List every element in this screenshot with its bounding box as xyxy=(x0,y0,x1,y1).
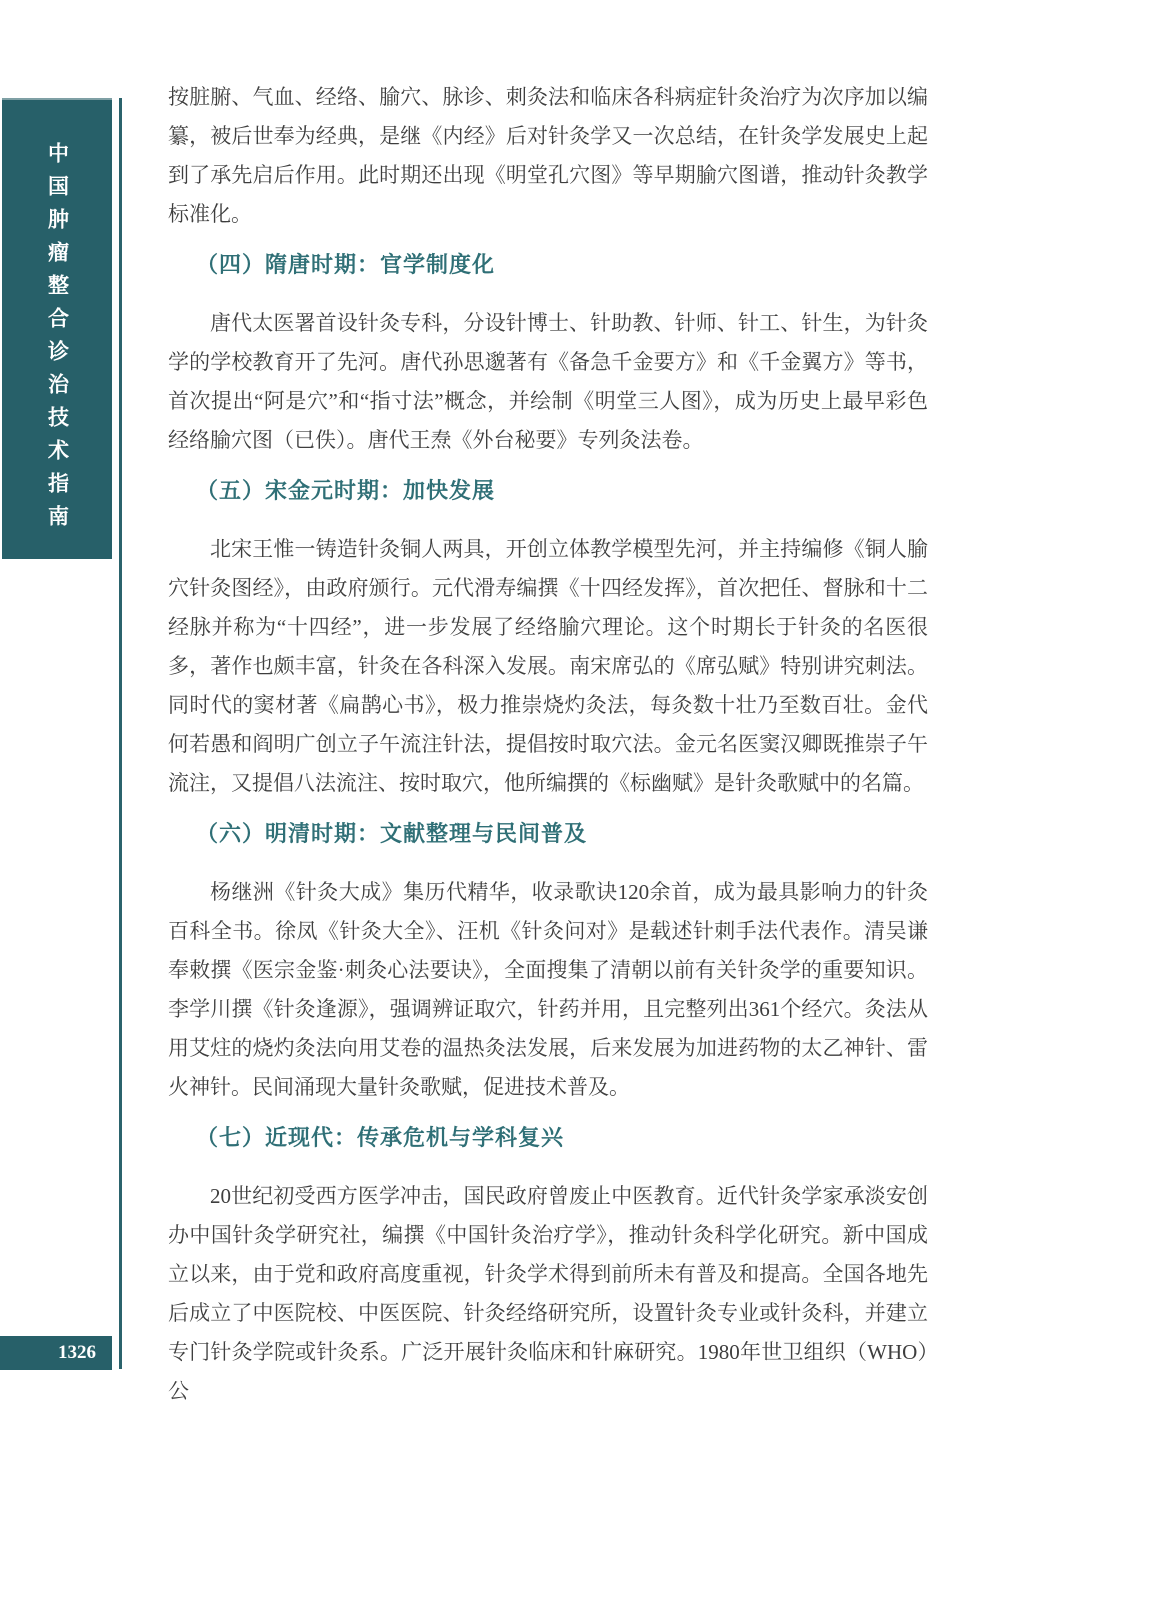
sidebar-divider-rule xyxy=(119,98,122,1369)
main-text-column xyxy=(168,78,928,1411)
section-paragraph-7: 20世纪初受西方医学冲击，国民政府曾废止中医教育。近代针灸学家承淡安创办中国针灸学研究社，编撰《中国针灸治疗学》，推动针灸科学化研究。新中国成立以来，由于党和政府高度重视，针灸学术得到前所未有普及和提高。全国各地先后成立了中医院校、中医医院、针灸经络研究所，设置针灸专业或针灸科，并建立专门针灸学院或针灸系。广泛开展针灸临床和针麻研究。1980年世卫组织（WHO）公 xyxy=(168,1184,928,1403)
book-title-vertical: 中国肿瘤整合诊治技术指南 xyxy=(45,142,69,538)
sidebar-title-box xyxy=(2,98,112,559)
section-heading-5: （五）宋金元时期：加快发展 xyxy=(196,478,496,503)
intro-paragraph: 按脏腑、气血、经络、腧穴、脉诊、刺灸法和临床各科病症针灸治疗为次序加以编纂，被后世奉为经典，是继《内经》后对针灸学又一次总结，在针灸学发展史上起到了承先启后作用。此时期还出现《明堂孔穴图》等早期腧穴图谱，推动针灸教学标准化。 xyxy=(168,85,928,226)
section-paragraph-6: 杨继洲《针灸大成》集历代精华，收录歌诀120余首，成为最具影响力的针灸百科全书。徐凤《针灸大全》、汪机《针灸问对》是载述针刺手法代表作。清吴谦奉敕撰《医宗金鉴·刺灸心法要诀》，全面搜集了清朝以前有关针灸学的重要知识。李学川撰《针灸逢源》，强调辨证取穴，针药并用，且完整列出361个经穴。灸法从用艾炷的烧灼灸法向用艾卷的温热灸法发展，后来发展为加进药物的太乙神针、雷火神针。民间涌现大量针灸歌赋，促进技术普及。 xyxy=(168,880,928,1099)
section-paragraph-5: 北宋王惟一铸造针灸铜人两具，开创立体教学模型先河，并主持编修《铜人腧穴针灸图经》，由政府颁行。元代滑寿编撰《十四经发挥》，首次把任、督脉和十二经脉并称为“十四经”，进一步发展了经络腧穴理论。这个时期长于针灸的名医很多，著作也颇丰富，针灸在各科深入发展。南宋席弘的《席弘赋》特别讲究刺法。同时代的窦材著《扁鹊心书》，极力推崇烧灼灸法，每灸数十壮乃至数百壮。金代何若愚和阎明广创立子午流注针法，提倡按时取穴法。金元名医窦汉卿既推崇子午流注，又提倡八法流注、按时取穴，他所编撰的《标幽赋》是针灸歌赋中的名篇。 xyxy=(168,537,928,795)
section-paragraph-4: 唐代太医署首设针灸专科，分设针博士、针助教、针师、针工、针生，为针灸学的学校教育开了先河。唐代孙思邈著有《备急千金要方》和《千金翼方》等书，首次提出“阿是穴”和“指寸法”概念，并绘制《明堂三人图》，成为历史上最早彩色经络腧穴图（已佚）。唐代王焘《外台秘要》专列灸法卷。 xyxy=(168,311,928,452)
page-number-badge: 1326 xyxy=(0,1336,112,1370)
section-heading-4: （四）隋唐时期：官学制度化 xyxy=(196,252,496,277)
section-heading-7: （七）近现代：传承危机与学科复兴 xyxy=(196,1125,565,1150)
section-heading-6: （六）明清时期：文献整理与民间普及 xyxy=(196,821,588,846)
